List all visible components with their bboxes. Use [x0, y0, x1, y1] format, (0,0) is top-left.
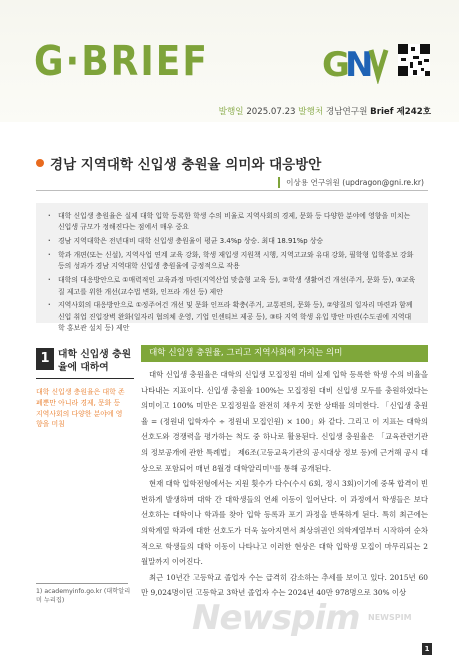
publisher: 경남연구원: [325, 107, 368, 117]
page-number: 1: [422, 643, 432, 655]
issue-date-label: 발행일: [218, 107, 244, 117]
issue-number: Brief 제242호: [370, 107, 431, 117]
footnote-rule: [36, 583, 128, 584]
publisher-label: 발행처: [298, 107, 324, 117]
section-number: 1: [36, 348, 54, 370]
watermark-sub: NEWSPIM: [368, 613, 412, 622]
article-title: 경남 지역대학 신입생 충원율 의미와 대응방안: [50, 157, 322, 173]
title-bullet-icon: [36, 159, 44, 167]
svg-text:N: N: [345, 45, 374, 84]
body-text: [141, 367, 428, 622]
svg-text:G: G: [322, 45, 350, 84]
author-bar: [36, 177, 428, 191]
summary-item: · 대학의 대응방안으로 ①매력적인 교육과정 마련(지역산업 맞춤형 교육 등), ②학생 생활여건 개선(주거, 문화 등), ③교육 질 제고를 위한 개선(교수법 변화, 인프라 개선 등) 제안: [48, 275, 416, 298]
summary-box: [36, 203, 428, 333]
gni-logo: [322, 44, 394, 84]
author: 이상용 연구위원 (updragon@gni.re.kr): [278, 177, 424, 188]
g-brief-logo: G·BRIEF: [34, 38, 209, 86]
body-paragraph: 대학 신입생 충원율은 대학의 신입생 모집정원 대비 실제 입학 등록한 학생 수의 비율을 나타내는 지표이다. 신입생 충원율 100%는 모집정원 대비 신입생 모두를 충원하였다는 의미이고 100% 미만은 모집정원을 완전히 채우지 못한 상태를 의미한다. 「신입생 충원율 = (정원내 입학자수 ÷ 정원내 모집인원) × 100」와 같다. 그리고 이 지표는 대학의 선호도와 경쟁력을 평가하는 척도 중 하나로 활용된다. 신입생 충원율은 「교육관련기관의 정보공개에 관한 특례법」 제6조(고등교육기관의 공시대상 정보 등)에 근거해 공시 대상으로 포함되어 매년 8월경 대학알리미¹⁾를 통해 공개된다.: [141, 370, 428, 473]
summary-item: · 지역사회의 대응방안으로 ①정주여건 개선 및 문화 인프라 확충(주거, 교통편의, 문화 등), ②양질의 일자리 마련과 함께 신입 취업 진입장벽 완화(일자리 협의체 운영, 기업 인센티브 제공 등), ③타 지역 학생 유입 방안 마련(수도권에 지역대학 홍보관 설치 등) 제안: [48, 300, 416, 334]
body-paragraph: 현재 대학 입학전형에서는 지원 횟수가 다수(수시 6회, 정시 3회)이기에 중복 합격이 빈번하게 발생하며 대학 간 대학생들의 연쇄 이동이 일어난다. 이 과정에서 학생들은 보다 선호하는 대학이나 학과를 찾아 입학 등록과 포기 과정을 반복하게 된다. 특히 최근에는 의학계열 학과에 대한 선호도가 더욱 높아지면서 최상위권인 의학계열부터 시작하여 순차적으로 학생들의 대학 이동이 나타나고 이러한 현상은 대학 입학생 모집이 마무리되는 2월말까지 이어진다.: [141, 479, 428, 567]
qr-code[interactable]: [398, 44, 430, 76]
body-paragraph: 최근 10년간 고등학교 졸업자 수는 급격히 감소하는 추세를 보이고 있다. 2015년 60만 9,024명이던 고등학교 3학년 졸업자 수는 2024년 40만 978명으로 30% 이상: [141, 572, 428, 598]
section-banner: 대학 신입생 충원율, 그리고 지역사회에 가지는 의미: [141, 345, 428, 362]
summary-list: [48, 211, 416, 335]
divider: [36, 190, 428, 191]
footnote: 1) academyinfo.go.kr (대학알리미 누리집): [36, 588, 131, 604]
article-title-row: [36, 153, 321, 173]
summary-item: · 경남 지역대학은 전년대비 대학 신입생 충원율이 평균 3.4%p 상승. 최대 18.91%p 상승: [48, 236, 416, 247]
section-title: 대학 신입생 충원율에 대하여: [58, 349, 132, 373]
issue-date: 2025.07.23: [246, 107, 296, 117]
section-rule: [36, 378, 134, 379]
summary-item: · 대학 신입생 충원율은 실제 대학 입학 등록한 학생 수의 비율로 지역사회의 경제, 문화 등 다양한 분야에 영향을 미치는 신입생 규모가 정해진다는 점에서 매우 중요: [48, 211, 416, 234]
side-note: 대학 신입생 충원율은 대학 존폐뿐만 아니라 경제, 문화 등 지역사회의 다양한 분야에 영향을 미침: [36, 388, 125, 429]
summary-item: · 학과 개편(또는 신설), 지역사업 연계 교육 강화, 학생 재입생 지원책 시행, 지역고교와 유대 강화, 필학형 입학홍보 강화 등의 성과가 경남 지역대학 신입생 충원율에 긍정적으로 작용: [48, 250, 416, 273]
watermark: Newspim: [192, 598, 360, 638]
issue-info: [219, 105, 431, 117]
